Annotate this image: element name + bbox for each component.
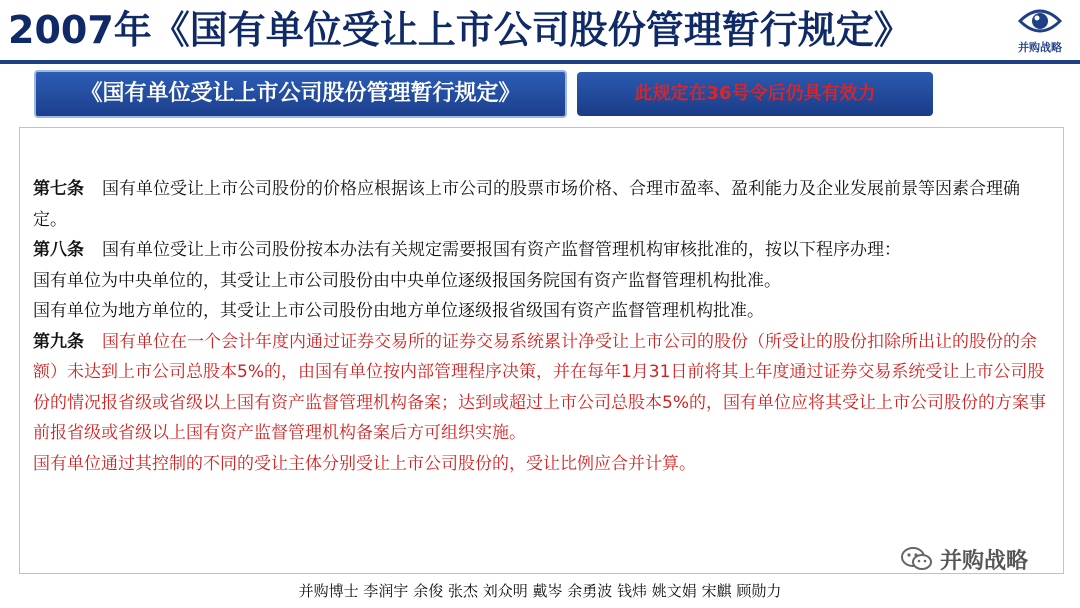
article-9 (33, 327, 1053, 449)
wechat-watermark (900, 539, 1028, 579)
watermark-text: 并购战略 (940, 548, 1029, 574)
article-7 (33, 174, 1053, 235)
article-panel (19, 127, 1064, 574)
article-label: 第七条 (33, 179, 84, 199)
article-label: 第九条 (33, 331, 84, 352)
document-name-banner: 《国有单位受让上市公司股份管理暂行规定》 (34, 70, 567, 118)
article-text: 国有单位受让上市公司股份的价格应根据该上市公司的股票市场价格、合理市盈率、盈利能力及企业发展前景等因素合理确定。 (33, 179, 1020, 230)
article-9-clause-combined: 国有单位通过其控制的不同的受让主体分别受让上市公司股份的，受让比例应合并计算。 (33, 453, 696, 474)
article-label: 第八条 (33, 240, 84, 260)
title-divider (0, 60, 1080, 64)
author-line: 并购博士 李润宇 余俊 张杰 刘众明 戴岑 余勇波 钱炜 姚文娟 宋麒 顾勋力 (298, 582, 782, 600)
validity-note-banner: 此规定在36号令后仍具有效力 (577, 72, 933, 116)
article-8-clause-central: 国有单位为中央单位的，其受让上市公司股份由中央单位逐级报国务院国有资产监督管理机构批准。 (33, 270, 781, 291)
logo-text: 并购战略 (1018, 41, 1062, 54)
article-text: 国有单位受让上市公司股份按本办法有关规定需要报国有资产监督管理机构审核批准的，按以下程序办理： (102, 240, 901, 260)
article-8-clause-local: 国有单位为地方单位的，其受让上市公司股份由地方单位逐级报省级国有资产监督管理机构批准。 (33, 301, 764, 321)
article-8 (33, 235, 1053, 266)
wechat-icon (900, 545, 934, 573)
eye-icon (1017, 4, 1063, 38)
page-title: 2007年《国有单位受让上市公司股份管理暂行规定》 (8, 8, 912, 52)
brand-logo (1010, 4, 1070, 60)
article-text: 国有单位在一个会计年度内通过证券交易所的证券交易系统累计净受让上市公司的股份（所受让的股份扣除所出让的股份的余额）未达到上市公司总股本5%的，由国有单位按内部管理程序决策，并在每年1月31日前将其上年度通过证券交易系统受让上市公司股份的情况报省级或省级以上国有资产监督管理机构备案；达到或超过上市公司总股本5%的，国有单位应将其受让上市公司股份的方案事前报省级或省级以上国有资产监督管理机构备案后方可组织实施。 (33, 331, 1046, 443)
